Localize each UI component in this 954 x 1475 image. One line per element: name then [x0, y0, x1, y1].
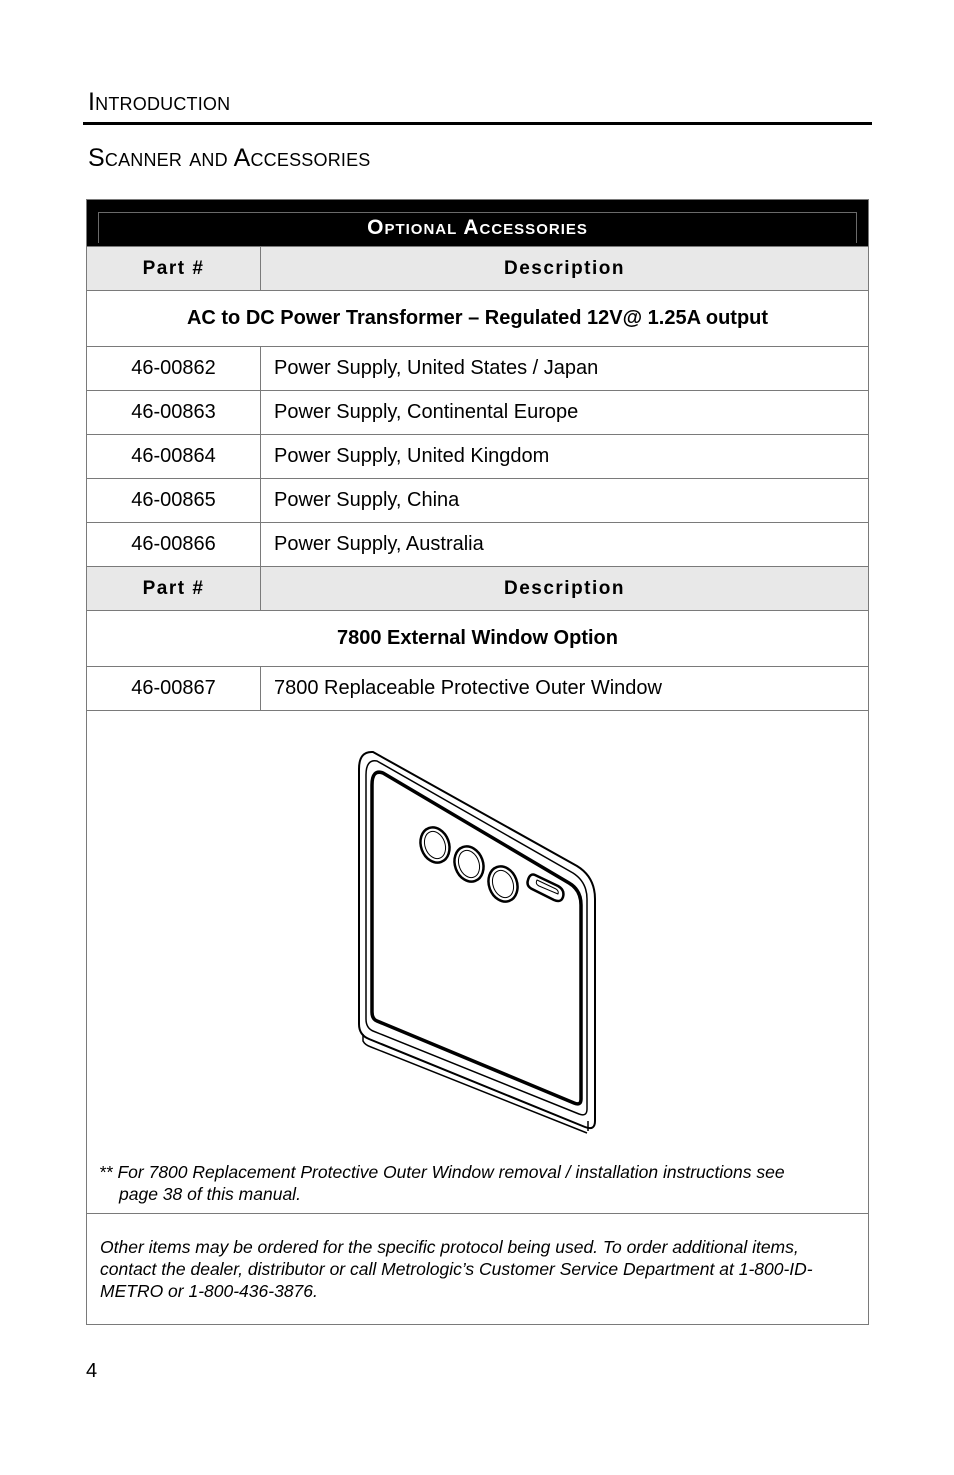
column-header-description: Description [261, 567, 869, 611]
table-row [87, 435, 869, 479]
part-number: 46-00865 [87, 479, 261, 523]
part-description: Power Supply, Continental Europe [261, 391, 869, 435]
column-header-part: Part # [87, 247, 261, 291]
illustration-note-line1: ** For 7800 Replacement Protective Outer Window removal / installation instructions see [99, 1162, 785, 1182]
outer-window-illustration [355, 749, 600, 1134]
table-row [87, 667, 869, 711]
section-divider [83, 122, 872, 125]
part-description: Power Supply, China [261, 479, 869, 523]
illustration-note [99, 1161, 859, 1205]
part-number: 46-00864 [87, 435, 261, 479]
page-number: 4 [86, 1360, 98, 1382]
part-description: Power Supply, United Kingdom [261, 435, 869, 479]
part-number: 46-00867 [87, 667, 261, 711]
table-row [87, 523, 869, 567]
illustration-note-line2: page 38 of this manual. [119, 1184, 301, 1204]
table-row [87, 479, 869, 523]
table-row [87, 347, 869, 391]
table-header-row [87, 567, 869, 611]
part-number: 46-00866 [87, 523, 261, 567]
column-header-part: Part # [87, 567, 261, 611]
part-number: 46-00863 [87, 391, 261, 435]
table-title: Optional Accessories [98, 212, 857, 243]
part-number: 46-00862 [87, 347, 261, 391]
group-heading-row [87, 291, 869, 347]
accessories-table [86, 199, 869, 1325]
column-header-description: Description [261, 247, 869, 291]
part-description: Power Supply, United States / Japan [261, 347, 869, 391]
table-title-cell [87, 200, 869, 247]
ordering-note: Other items may be ordered for the specific protocol being used. To order additional items, contact the dealer, distributor or call Metrologic’s Customer Service Department at 1-800-ID-METRO or 1-800-436-3876. [87, 1214, 869, 1325]
group-heading-row [87, 611, 869, 667]
illustration-cell [87, 711, 869, 1214]
table-row [87, 391, 869, 435]
part-description: Power Supply, Australia [261, 523, 869, 567]
group-heading: AC to DC Power Transformer – Regulated 12V@ 1.25A output [87, 291, 869, 347]
group-heading: 7800 External Window Option [87, 611, 869, 667]
part-description: 7800 Replaceable Protective Outer Window [261, 667, 869, 711]
section-title: Introduction [88, 88, 231, 116]
table-header-row [87, 247, 869, 291]
subsection-title: Scanner and Accessories [88, 144, 371, 172]
